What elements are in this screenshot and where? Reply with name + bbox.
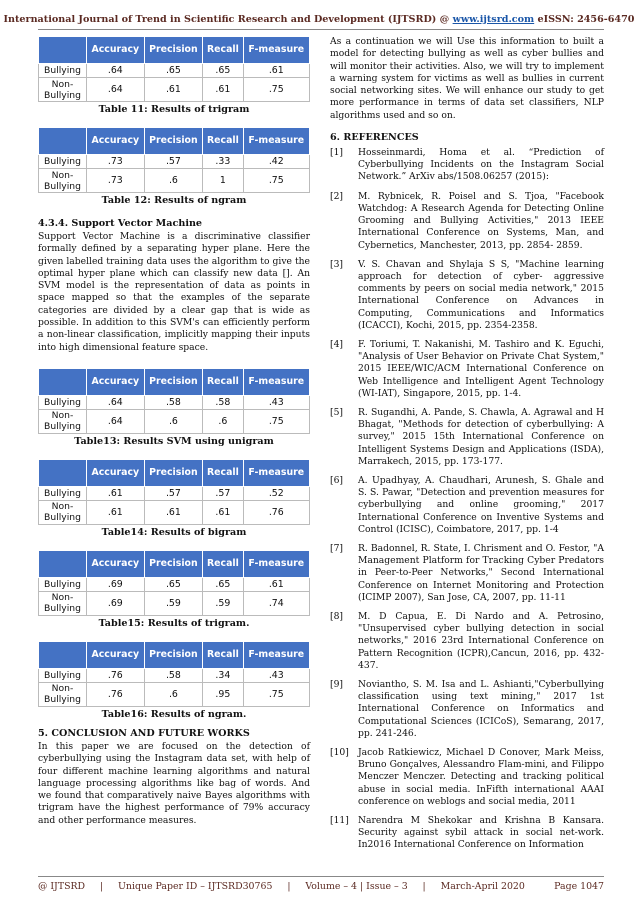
reference-item — [330, 611, 604, 672]
reference-item — [330, 475, 604, 536]
table-header-cell: F-measure — [243, 459, 309, 486]
table-cell: .58 — [203, 395, 243, 409]
reference-number: [9] — [330, 679, 344, 690]
reference-number: [6] — [330, 474, 344, 486]
table-cell: .75 — [243, 169, 309, 193]
table-header-cell: Recall — [203, 641, 243, 668]
left-column — [38, 36, 310, 827]
table-header-cell: Accuracy — [87, 459, 145, 486]
page-number: Page 1047 — [554, 881, 604, 892]
row-label: Bullying — [39, 668, 87, 682]
table-cell: .34 — [203, 668, 243, 682]
reference-item — [330, 747, 604, 808]
row-label: Non-Bullying — [39, 682, 87, 706]
table-header-cell: F-measure — [243, 37, 309, 64]
table-cell: .73 — [87, 169, 145, 193]
table-cell: .61 — [144, 500, 203, 524]
table-header-cell: Recall — [203, 128, 243, 155]
table-cell: .65 — [144, 577, 203, 591]
table-caption: Table 11: Results of trigram — [98, 104, 250, 115]
bottom-tables — [38, 368, 310, 720]
reference-text: V. S. Chavan and Shylaja S S, "Machine learning approach for detection of cyber- aggressive comments by peers on social media network," 2015 International Conference on Advances in Computing, Communications and Informatics (ICACCI), Kochi, 2015, pp. 2354-2358. — [358, 258, 604, 331]
journal-website-link[interactable]: www.ijtsrd.com — [452, 14, 535, 25]
table-cell: .61 — [87, 486, 145, 500]
table-header-cell: Precision — [144, 641, 203, 668]
table-header-cell: F-measure — [243, 128, 309, 155]
right-column — [330, 36, 604, 859]
table-cell: .64 — [87, 395, 145, 409]
table-cell: .61 — [203, 78, 243, 102]
row-label: Non-Bullying — [39, 78, 87, 102]
table-header-cell: Accuracy — [87, 550, 145, 577]
table-cell: .74 — [243, 591, 309, 615]
references-list — [330, 147, 604, 852]
table-row — [39, 577, 310, 591]
table-cell: .64 — [87, 409, 145, 433]
table-cell: .65 — [144, 64, 203, 78]
footer-divider — [38, 876, 604, 877]
header-divider — [38, 29, 604, 30]
page-footer — [38, 881, 604, 892]
reference-number: [11] — [330, 815, 349, 827]
table-header-cell: Precision — [144, 37, 203, 64]
svm-paragraph: Support Vector Machine is a discriminative classifier formally defined by a separating hyper plane. Here the given labelled training data uses the algorithm to give the optimal hyper plane which can classify new data []. An SVM model is the representation of data as points in space mapped so that the examples of the separate categories are divided by a clear gap that is wide as possible. In addition to this SVM's can efficiently perform a non-linear classification, implicitly mapping their inputs into high dimensional feature space. — [38, 231, 310, 353]
results-table — [38, 550, 310, 616]
table-row — [39, 591, 310, 615]
table-header-cell: Precision — [144, 128, 203, 155]
row-label: Bullying — [39, 486, 87, 500]
table-cell: .52 — [243, 486, 309, 500]
table-header-cell: Precision — [144, 550, 203, 577]
top-tables — [38, 36, 310, 206]
reference-item — [330, 147, 604, 184]
table-row — [39, 78, 310, 102]
row-label: Non-Bullying — [39, 409, 87, 433]
table-header-cell: Accuracy — [87, 37, 145, 64]
reference-item — [330, 815, 604, 852]
table-cell: .65 — [203, 577, 243, 591]
table-cell: .61 — [203, 500, 243, 524]
reference-item — [330, 543, 604, 604]
results-table — [38, 368, 310, 434]
reference-item — [330, 407, 604, 468]
reference-text: Narendra M Shekokar and Krishna B Kansara. Security against sybil attack in social net-work. In2016 International Conference on Information — [358, 815, 604, 851]
table-header-cell: Precision — [144, 368, 203, 395]
reference-number: [8] — [330, 610, 344, 622]
table-header-cell: F-measure — [243, 550, 309, 577]
row-label: Non-Bullying — [39, 169, 87, 193]
references-title: 6. REFERENCES — [330, 132, 419, 144]
table-row — [39, 169, 310, 193]
table-header-cell: Recall — [203, 37, 243, 64]
table-cell: .69 — [87, 591, 145, 615]
reference-item — [330, 339, 604, 400]
reference-number: [5] — [330, 406, 344, 418]
table-header-cell: F-measure — [243, 641, 309, 668]
results-table — [38, 459, 310, 525]
header-issn: eISSN: 2456-6470 — [534, 14, 635, 25]
table-header-cell: Recall — [203, 459, 243, 486]
table-cell: .6 — [203, 409, 243, 433]
reference-number: [4] — [330, 338, 344, 350]
header-text: International Journal of Trend in Scientific Research and Development (IJTSRD) @ — [3, 14, 453, 25]
reference-number: [3] — [330, 258, 344, 270]
table-cell: .43 — [243, 668, 309, 682]
reference-number: [7] — [330, 542, 344, 554]
table-row — [39, 668, 310, 682]
results-table — [38, 36, 310, 102]
table-cell: .43 — [243, 395, 309, 409]
results-table — [38, 127, 310, 193]
table-cell: 1 — [203, 169, 243, 193]
table-header-cell: Accuracy — [87, 128, 145, 155]
reference-text: F. Toriumi, T. Nakanishi, M. Tashiro and K. Eguchi, "Analysis of User Behavior on Private Chat System," 2015 IEEE/WIC/ACM International Conference on Web Intelligence and Intelligent Agent Technology (WI-IAT), Singapore, 2015, pp. 1-4. — [358, 338, 604, 399]
table-row — [39, 409, 310, 433]
table-header-cell: Recall — [203, 550, 243, 577]
conclusion-title: 5. CONCLUSION AND FUTURE WORKS — [38, 727, 250, 739]
table-cell: .58 — [144, 395, 203, 409]
row-label: Bullying — [39, 155, 87, 169]
table-cell: .61 — [243, 64, 309, 78]
reference-text: Hosseinmardi, Homa et al. “Prediction of Cyberbullying Incidents on the Instagram Social Network.” ArXiv abs/1508.06257 (2015): — [358, 147, 604, 183]
table-header-cell: Accuracy — [87, 368, 145, 395]
reference-text: A. Upadhyay, A. Chaudhari, Arunesh, S. Ghale and S. S. Pawar, "Detection and prevention measures for cyberbullying and online grooming," 2017 International Conference on Inventive Systems and Control (ICISC), Coimbatore, 2017, pp. 1-4 — [358, 474, 604, 535]
row-label: Bullying — [39, 64, 87, 78]
table-cell: .76 — [87, 668, 145, 682]
table-cell: .95 — [203, 682, 243, 706]
row-label: Bullying — [39, 395, 87, 409]
table-header-cell — [39, 368, 87, 395]
reference-text: M. D Capua, E. Di Nardo and A. Petrosino, "Unsupervised cyber bullying detection in social networks," 2016 23rd International Conference on Pattern Recognition (ICPR),Cancun, 2016, pp. 432-437. — [358, 610, 604, 671]
table-cell: .33 — [203, 155, 243, 169]
table-header-cell — [39, 128, 87, 155]
reference-text: Noviantho, S. M. Isa and L. Ashianti,"Cyberbullying classification using text mining," 2017 1st International Conference on Informatics and Computational Sciences (ICICoS), Semarang, 2017, pp. 241-246. — [358, 679, 604, 739]
table-caption: Table 12: Results of ngram — [101, 195, 247, 206]
table-cell: .61 — [87, 500, 145, 524]
table-row — [39, 682, 310, 706]
table-cell: .64 — [87, 78, 145, 102]
table-cell: .61 — [243, 577, 309, 591]
table-header-cell — [39, 641, 87, 668]
table-cell: .65 — [203, 64, 243, 78]
reference-item — [330, 191, 604, 252]
table-caption: Table16: Results of ngram. — [101, 708, 247, 720]
reference-text: M. Rybnicek, R. Poisel and S. Tjoa, "Facebook Watchdog: A Research Agenda for Detecting Online Grooming and Bullying Activities," 2013 IEEE International Conference on Systems, Man, and Cybernetics, Manchester, 2013, pp. 2854- 2859. — [358, 190, 604, 251]
journal-header — [0, 14, 638, 25]
table-header-cell — [39, 459, 87, 486]
table-caption: Table14: Results of bigram — [101, 526, 247, 538]
table-cell: .75 — [243, 78, 309, 102]
conclusion-paragraph: In this paper we are focused on the detection of cyberbullying using the Instagram data set, with help of four different machine learning algorithms and natural language processing algorithms like bag of words. And we found that comparatively naive Bayes algorithms with trigram have the highest performance of 79% accuracy and other performance measures. — [38, 740, 310, 826]
table-row — [39, 486, 310, 500]
table-cell: .6 — [144, 409, 203, 433]
reference-number: [1] — [330, 147, 344, 159]
table-header-cell: F-measure — [243, 368, 309, 395]
table-cell: .42 — [243, 155, 309, 169]
table-cell: .59 — [203, 591, 243, 615]
reference-item — [330, 679, 604, 740]
table-caption: Table13: Results SVM using unigram — [74, 435, 274, 447]
table-header-cell: Accuracy — [87, 641, 145, 668]
table-cell: .57 — [144, 486, 203, 500]
table-cell: .57 — [144, 155, 203, 169]
table-row — [39, 155, 310, 169]
table-cell: .76 — [243, 500, 309, 524]
table-cell: .64 — [87, 64, 145, 78]
row-label: Non-Bullying — [39, 500, 87, 524]
reference-text: Jacob Ratkiewicz, Michael D Conover, Mark Meiss, Bruno Gonçalves, Alessandro Flam-mini, and Filippo Menczer Menczer. Detecting and tracking political abuse in social media. InFifth international AAAI conference on weblogs and social media, 2011 — [358, 747, 604, 807]
results-table — [38, 641, 310, 707]
table-cell: .6 — [144, 682, 203, 706]
table-row — [39, 395, 310, 409]
table-caption: Table15: Results of trigram. — [98, 617, 250, 629]
footer-info: @ IJTSRD | Unique Paper ID – IJTSRD30765 | Volume – 4 | Issue – 3 | March-April 2020 — [38, 881, 525, 892]
table-cell: .61 — [144, 78, 203, 102]
table-cell: .69 — [87, 577, 145, 591]
table-cell: .6 — [144, 169, 203, 193]
table-cell: .75 — [243, 682, 309, 706]
table-cell: .59 — [144, 591, 203, 615]
table-row — [39, 64, 310, 78]
reference-text: R. Badonnel, R. State, I. Chrisment and O. Festor, "A Management Platform for Tracking Cyber Predators in Peer-to-Peer Networks," Second International Conference on Internet Monitoring and Protection (ICIMP 2007), San Jose, CA, 2007, pp. 11-11 — [358, 542, 604, 603]
table-header-cell — [39, 550, 87, 577]
svm-section-title: 4.3.4. Support Vector Machine — [38, 218, 203, 229]
reference-text: R. Sugandhi, A. Pande, S. Chawla, A. Agrawal and H Bhagat, "Methods for detection of cyberbullying: A survey," 2015 15th International Conference on Intelligent Systems Design and Applications (ISDA), Marrakech, 2015, pp. 173-177. — [358, 406, 604, 467]
table-cell: .75 — [243, 409, 309, 433]
table-header-cell — [39, 37, 87, 64]
table-cell: .58 — [144, 668, 203, 682]
reference-number: [10] — [330, 747, 349, 759]
reference-number: [2] — [330, 190, 344, 202]
table-header-cell: Precision — [144, 459, 203, 486]
table-cell: .76 — [87, 682, 145, 706]
table-cell: .57 — [203, 486, 243, 500]
row-label: Non-Bullying — [39, 591, 87, 615]
reference-item — [330, 259, 604, 332]
table-header-cell: Recall — [203, 368, 243, 395]
table-cell: .73 — [87, 155, 145, 169]
continuation-paragraph: As a continuation we will Use this information to built a model for detecting bullying as well as cyber bullies and will monitor their activities. Also, we will try to implement a warning system for victims as well as bullies in current social networking sites. We will enhance our study to get more performance in terms of data set classifiers, NLP algorithms used and so on. — [330, 36, 604, 121]
row-label: Bullying — [39, 577, 87, 591]
table-row — [39, 500, 310, 524]
